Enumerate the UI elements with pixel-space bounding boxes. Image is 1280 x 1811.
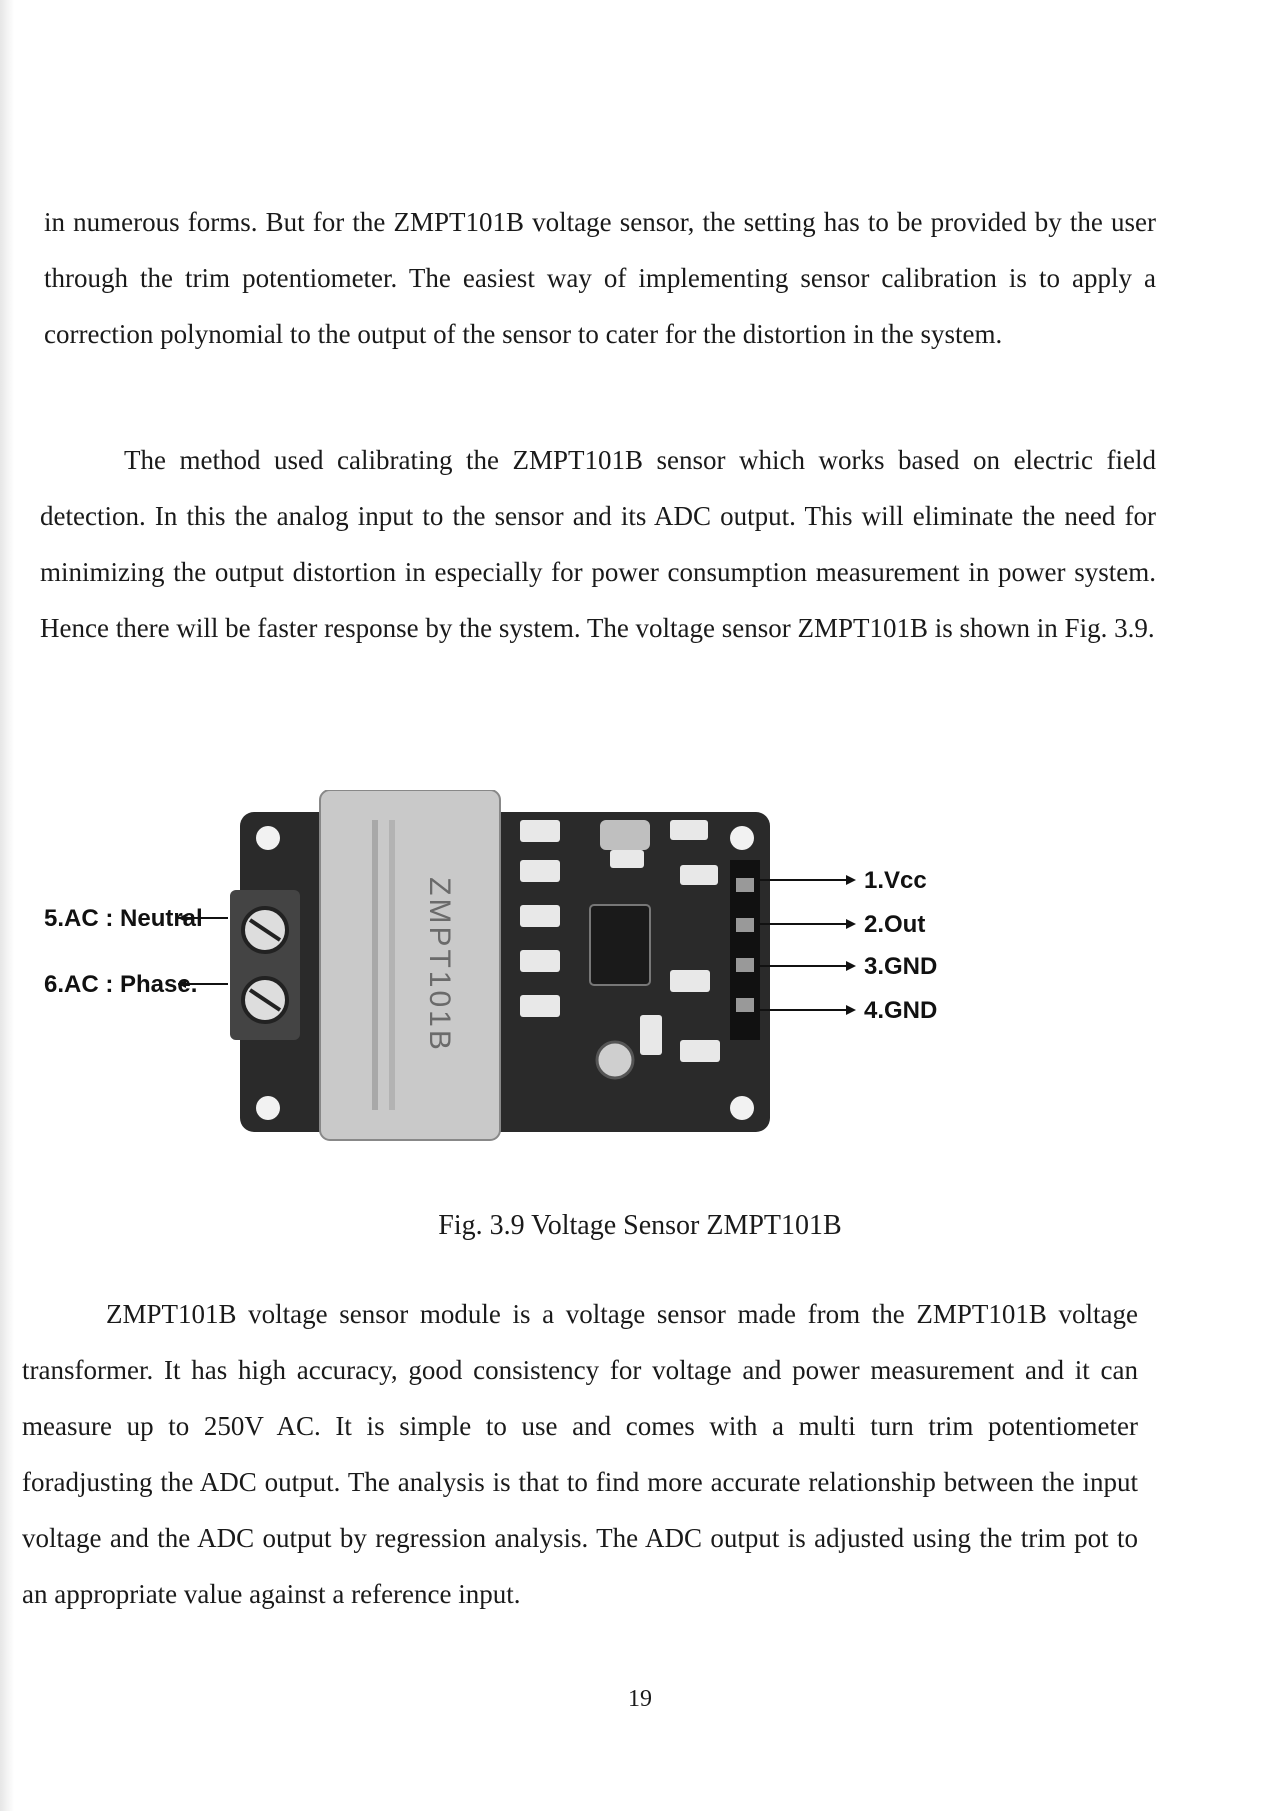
mount-hole-icon (730, 1096, 754, 1120)
transformer (320, 790, 500, 1140)
capacitor-icon (597, 1042, 633, 1078)
label-ac-phase: 6.AC : Phase. (44, 971, 198, 998)
label-gnd-2: 4.GND (864, 997, 938, 1024)
paragraph-1: in numerous forms. But for the ZMPT101B voltage sensor, the setting has to be provided by the user through the trim potentiometer. The easiest way of implementing sensor calibration is to apply a correction polynomial to the output of the sensor to cater for the distortion in the system. (44, 207, 1156, 349)
figure-caption: Fig. 3.9 Voltage Sensor ZMPT101B (438, 1210, 842, 1241)
page-number: 19 (628, 1686, 652, 1712)
scan-edge-shadow (0, 0, 14, 1811)
label-gnd-1: 3.GND (864, 953, 938, 980)
label-out: 2.Out (864, 911, 926, 938)
trim-potentiometer (600, 820, 650, 850)
mount-hole-icon (256, 1096, 280, 1120)
label-vcc: 1.Vcc (864, 867, 927, 894)
mount-hole-icon (256, 826, 280, 850)
ic-chip (590, 905, 650, 985)
transformer-label: ZMPT101B (423, 877, 456, 1053)
paragraph-2: The method used calibrating the ZMPT101B sensor which works based on electric field detection. In this the analog input to the sensor and its ADC output. This will eliminate the need for minimizing the output distortion in especially for power consumption measurement in power system. Hence there will be faster response by the system. The voltage sensor ZMPT101B is shown in Fig. 3.9. (40, 445, 1156, 643)
label-ac-neutral: 5.AC : Neutral (44, 905, 203, 932)
sensor-module-figure (30, 790, 1150, 1150)
mount-hole-icon (730, 826, 754, 850)
paragraph-3: ZMPT101B voltage sensor module is a voltage sensor made from the ZMPT101B voltage transformer. It has high accuracy, good consistency for voltage and power measurement and it can measure up to 250V AC. It is simple to use and comes with a multi turn trim potentiometer foradjusting the ADC output. The analysis is that to find more accurate relationship between the input voltage and the ADC output by regression analysis. The ADC output is adjusted using the trim pot to an appropriate value against a reference input. (22, 1299, 1138, 1609)
